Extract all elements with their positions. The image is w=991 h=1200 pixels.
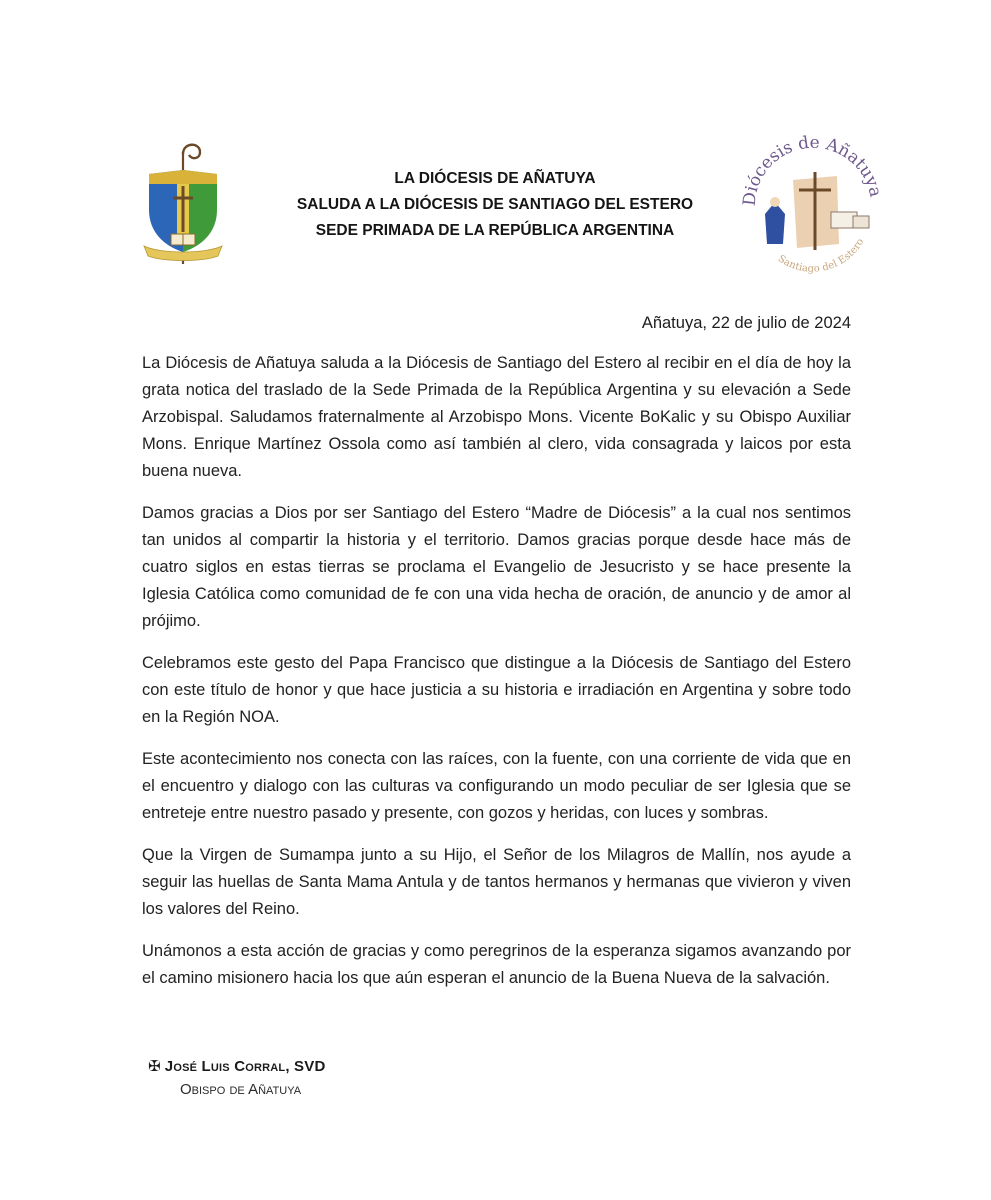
signer-title: Obispo de Añatuya [180, 1081, 302, 1098]
signature-block [148, 1057, 326, 1098]
letter-body [142, 350, 851, 1007]
signer-name-line [148, 1057, 326, 1075]
paragraph: Que la Virgen de Sumampa junto a su Hijo, el Señor de los Milagros de Mallín, nos ayude a seguir las huellas de Santa Mama Antula y de tantos hermanos y hermanas que vivieron y viven los valores del Reino. [142, 846, 851, 918]
paragraph: Este acontecimiento nos conecta con las raíces, con la fuente, con una corriente de vida que en el encuentro y dialogo con las culturas va configurando un modo peculiar de ser Iglesia que se entreteje entre nuestro pasado y presente, con gozos y heridas, con luces y sombras. [142, 750, 851, 822]
paragraph: Celebramos este gesto del Papa Francisco que distingue a la Diócesis de Santiago del Estero con este título de honor y que hace justicia a su historia e irradiación en Argentina y sobre todo en la Región NOA. [142, 654, 851, 726]
letter-header [250, 166, 740, 244]
signer-name: José Luis Corral, SVD [164, 1058, 326, 1075]
header-line-1: LA DIÓCESIS DE AÑATUYA [394, 170, 596, 187]
header-line-2: SALUDA A LA DIÓCESIS DE SANTIAGO DEL ESTERO [296, 196, 694, 213]
svg-text:Diócesis de Añatuya: Diócesis de Añatuya [739, 132, 886, 207]
bishop-coat-of-arms-icon [140, 140, 226, 268]
diocese-seal-icon [735, 132, 890, 282]
letter-date: Añatuya, 22 de julio de 2024 [641, 314, 851, 332]
cross-icon: ✠ [148, 1058, 161, 1075]
paragraph: Unámonos a esta acción de gracias y como peregrinos de la esperanza sigamos avanzando por el camino misionero hacia los que aún esperan el anuncio de la Buena Nueva de la salvación. [142, 942, 851, 987]
paragraph: Damos gracias a Dios por ser Santiago del Estero “Madre de Diócesis” a la cual nos sentimos tan unidos al compartir la historia y el territorio. Damos gracias porque desde hace más de cuatro siglos en estas tierras se proclama el Evangelio de Jesucristo y se hace presente la Iglesia Católica como comunidad de fe con una vida hecha de oración, de anuncio y de amor al prójimo. [142, 504, 851, 630]
header-line-3: SEDE PRIMADA DE LA REPÚBLICA ARGENTINA [315, 222, 675, 239]
paragraph: La Diócesis de Añatuya saluda a la Diócesis de Santiago del Estero al recibir en el día de hoy la grata notica del traslado de la Sede Primada de la República Argentina y su elevación a Sede Arzobispal. Saludamos fraternalmente al Arzobispo Mons. Vicente BoKalic y su Obispo Auxiliar Mons. Enrique Martínez Ossola como así también al clero, vida consagrada y laicos por esta buena nueva. [142, 354, 851, 480]
svg-text:Santiago del Estero: Santiago del Estero [775, 236, 867, 275]
